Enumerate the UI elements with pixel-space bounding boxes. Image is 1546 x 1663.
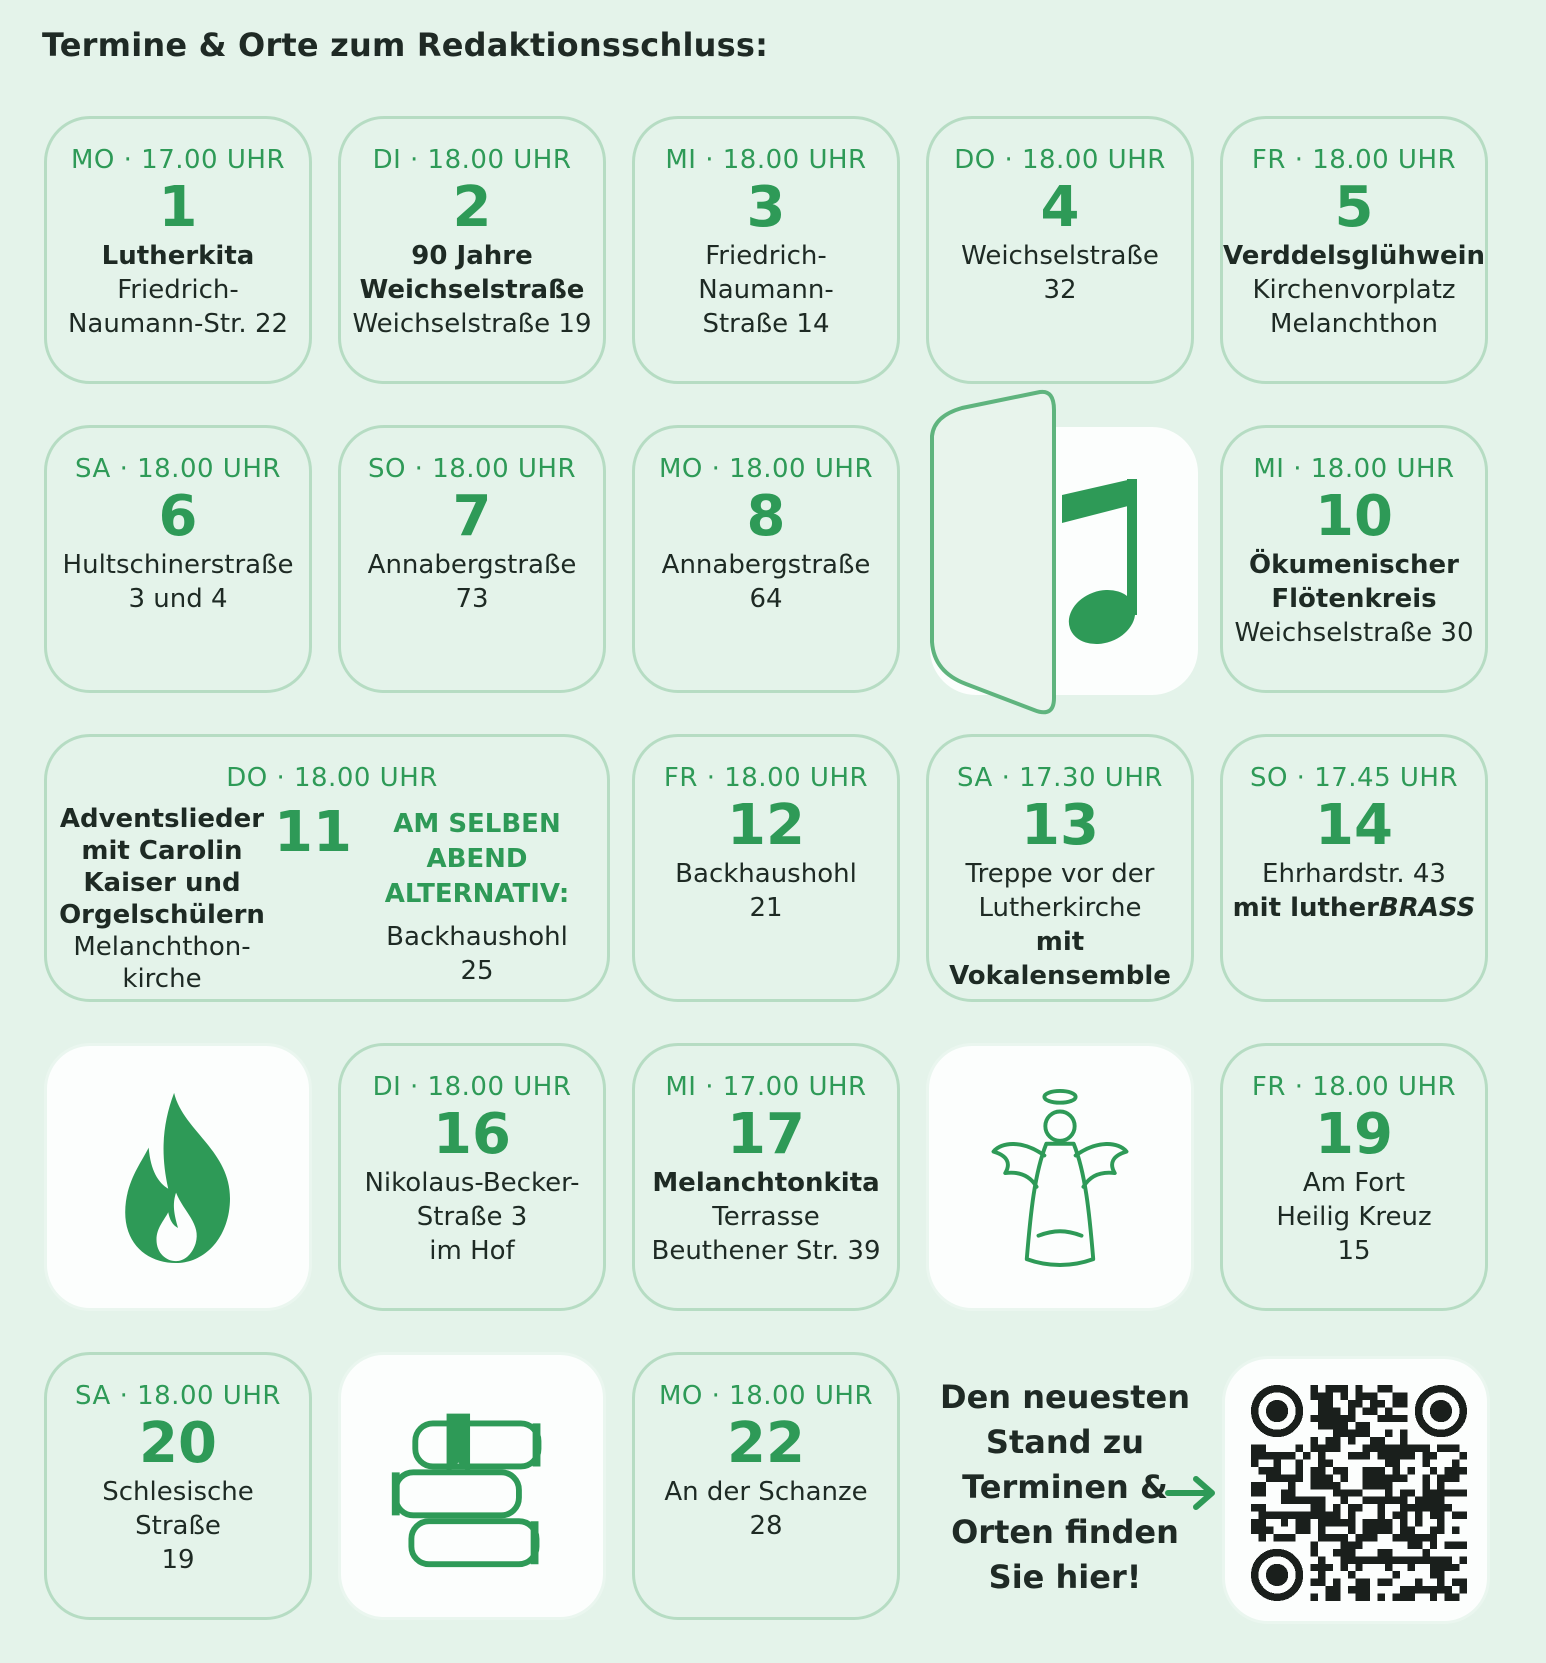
door-line: Kirchenvorplatz bbox=[1252, 275, 1456, 305]
door-line: Beuthener Str. 39 bbox=[651, 1236, 881, 1266]
door-time: SO · 17.45 UHR bbox=[1249, 763, 1459, 793]
door-line: An der Schanze bbox=[664, 1477, 868, 1507]
door-line: 25 bbox=[460, 956, 494, 986]
door-line: Straße bbox=[135, 1511, 221, 1541]
door-19 bbox=[1220, 1043, 1488, 1311]
door-line: kirche bbox=[122, 964, 202, 994]
door-12 bbox=[632, 734, 900, 1002]
door-number: 12 bbox=[727, 793, 805, 858]
door-16 bbox=[338, 1043, 606, 1311]
door-line: Ehrhardstr. 43 bbox=[1262, 859, 1446, 889]
door-line bbox=[1223, 891, 1485, 925]
door-number: 11 bbox=[274, 800, 352, 865]
door-2 bbox=[338, 116, 606, 384]
door-line: 19 bbox=[161, 1545, 195, 1575]
alternative-label: AM SELBEN bbox=[393, 809, 561, 839]
door-line: 21 bbox=[749, 893, 783, 923]
door-number: 14 bbox=[1315, 793, 1393, 858]
door-line: 32 bbox=[1043, 275, 1077, 305]
door-time: SA · 18.00 UHR bbox=[75, 454, 281, 484]
door-line: Orgelschülern bbox=[59, 900, 265, 930]
brass-prefix: mit luther bbox=[1232, 893, 1379, 923]
door-number: 5 bbox=[1334, 175, 1374, 240]
door-line: Heilig Kreuz bbox=[1276, 1202, 1432, 1232]
door-time: MO · 18.00 UHR bbox=[658, 1381, 874, 1411]
door-line: 28 bbox=[749, 1511, 783, 1541]
door-line: Lutherkita bbox=[101, 241, 255, 271]
angel-icon bbox=[929, 1046, 1191, 1308]
door-time: SO · 18.00 UHR bbox=[367, 454, 577, 484]
cta-line: Stand zu bbox=[985, 1423, 1145, 1461]
door-14 bbox=[1220, 734, 1488, 1002]
qr-code-tile[interactable] bbox=[1222, 1356, 1490, 1624]
door-time: SA · 18.00 UHR bbox=[75, 1381, 281, 1411]
door-number: 19 bbox=[1315, 1102, 1393, 1167]
door-13 bbox=[926, 734, 1194, 1002]
door-line: Weichselstraße bbox=[359, 275, 585, 305]
door-time: MI · 18.00 UHR bbox=[1253, 454, 1455, 484]
brass-emphasis: BRASS bbox=[1378, 893, 1476, 923]
door-line: im Hof bbox=[429, 1236, 515, 1266]
door-line: Vokalensemble bbox=[949, 961, 1171, 991]
door-line: Terrasse bbox=[712, 1202, 820, 1232]
door-line: Adventslieder bbox=[59, 804, 265, 834]
door-time: DI · 18.00 UHR bbox=[372, 1072, 572, 1102]
door-number: 20 bbox=[139, 1411, 217, 1476]
door-line: Nikolaus-Becker- bbox=[364, 1168, 580, 1198]
door-line: Melanchthon bbox=[1270, 309, 1438, 339]
door-number: 13 bbox=[1021, 793, 1099, 858]
cta-line: Sie hier! bbox=[988, 1558, 1142, 1596]
door-line: Schlesische bbox=[102, 1477, 254, 1507]
door-11-main bbox=[57, 803, 267, 995]
door-time: DO · 18.00 UHR bbox=[226, 763, 438, 793]
door-line: mit Carolin bbox=[81, 836, 243, 866]
door-line: Verddelsglühwein bbox=[1223, 241, 1486, 271]
door-line: Flötenkreis bbox=[1271, 584, 1437, 614]
books-icon bbox=[341, 1355, 603, 1617]
open-door-panel bbox=[922, 388, 1072, 728]
door-line: Weichselstraße 19 bbox=[352, 309, 592, 339]
door-line: 64 bbox=[749, 584, 783, 614]
door-6 bbox=[44, 425, 312, 693]
door-time: DI · 18.00 UHR bbox=[372, 145, 572, 175]
door-5 bbox=[1220, 116, 1488, 384]
door-3 bbox=[632, 116, 900, 384]
door-line: Straße 14 bbox=[702, 309, 830, 339]
door-number: 10 bbox=[1315, 484, 1393, 549]
arrow-right-icon bbox=[1164, 1473, 1220, 1513]
door-7 bbox=[338, 425, 606, 693]
door-number: 8 bbox=[746, 484, 786, 549]
door-17 bbox=[632, 1043, 900, 1311]
door-line: Treppe vor der bbox=[965, 859, 1155, 889]
door-line: Backhaushohl bbox=[675, 859, 857, 889]
door-number: 16 bbox=[433, 1102, 511, 1167]
door-line: 15 bbox=[1337, 1236, 1371, 1266]
door-line: Weichselstraße 30 bbox=[1234, 618, 1474, 648]
door-line: Straße 3 bbox=[416, 1202, 528, 1232]
cta-line: Orten finden bbox=[951, 1513, 1179, 1551]
door-line: 90 Jahre bbox=[411, 241, 533, 271]
door-22 bbox=[632, 1352, 900, 1620]
door-line: Ökumenischer bbox=[1249, 550, 1459, 580]
door-10 bbox=[1220, 425, 1488, 693]
door-line: Am Fort bbox=[1302, 1168, 1406, 1198]
flame-icon bbox=[47, 1046, 309, 1308]
door-line: 3 und 4 bbox=[128, 584, 228, 614]
door-11-alternative bbox=[357, 807, 597, 988]
alternative-label: ABEND bbox=[426, 844, 528, 874]
door-number: 22 bbox=[727, 1411, 805, 1476]
door-21-open bbox=[338, 1352, 606, 1620]
door-line: Weichselstraße bbox=[961, 241, 1159, 271]
door-time: MI · 17.00 UHR bbox=[665, 1072, 867, 1102]
door-time: FR · 18.00 UHR bbox=[1251, 1072, 1457, 1102]
door-4 bbox=[926, 116, 1194, 384]
qr-code-icon[interactable] bbox=[1251, 1385, 1467, 1601]
door-11 bbox=[44, 734, 610, 1002]
cta-line: Den neuesten bbox=[940, 1378, 1190, 1416]
door-number: 1 bbox=[158, 175, 198, 240]
door-line: Melanchtonkita bbox=[652, 1168, 880, 1198]
door-time: FR · 18.00 UHR bbox=[663, 763, 869, 793]
door-line: Backhaushohl bbox=[386, 922, 568, 952]
door-line: Melanchthon- bbox=[73, 932, 251, 962]
door-time: MO · 17.00 UHR bbox=[70, 145, 286, 175]
door-18-open bbox=[926, 1043, 1194, 1311]
door-line: Annabergstraße bbox=[661, 550, 871, 580]
door-number: 4 bbox=[1040, 175, 1080, 240]
door-time: SA · 17.30 UHR bbox=[957, 763, 1163, 793]
alternative-label: ALTERNATIV: bbox=[384, 879, 570, 909]
door-number: 2 bbox=[452, 175, 492, 240]
door-line: mit bbox=[1035, 927, 1085, 957]
door-time: FR · 18.00 UHR bbox=[1251, 145, 1457, 175]
door-number: 3 bbox=[746, 175, 786, 240]
door-20 bbox=[44, 1352, 312, 1620]
door-number: 17 bbox=[727, 1102, 805, 1167]
door-line: Annabergstraße bbox=[367, 550, 577, 580]
cta-line: Terminen & bbox=[962, 1468, 1168, 1506]
door-line: Kaiser und bbox=[83, 868, 241, 898]
door-time: DO · 18.00 UHR bbox=[954, 145, 1166, 175]
door-line: 73 bbox=[455, 584, 489, 614]
door-number: 7 bbox=[452, 484, 492, 549]
door-line: Lutherkirche bbox=[978, 893, 1142, 923]
door-line: Naumann- bbox=[698, 275, 834, 305]
door-line: Friedrich- bbox=[117, 275, 239, 305]
door-1 bbox=[44, 116, 312, 384]
door-line: Friedrich- bbox=[705, 241, 827, 271]
page-title: Termine & Orte zum Redaktionsschluss: bbox=[42, 26, 769, 64]
door-line: Hultschinerstraße bbox=[62, 550, 294, 580]
door-number: 6 bbox=[158, 484, 198, 549]
door-15-open bbox=[44, 1043, 312, 1311]
door-time: MI · 18.00 UHR bbox=[665, 145, 867, 175]
door-8 bbox=[632, 425, 900, 693]
door-time: MO · 18.00 UHR bbox=[658, 454, 874, 484]
door-line: Naumann-Str. 22 bbox=[67, 309, 289, 339]
